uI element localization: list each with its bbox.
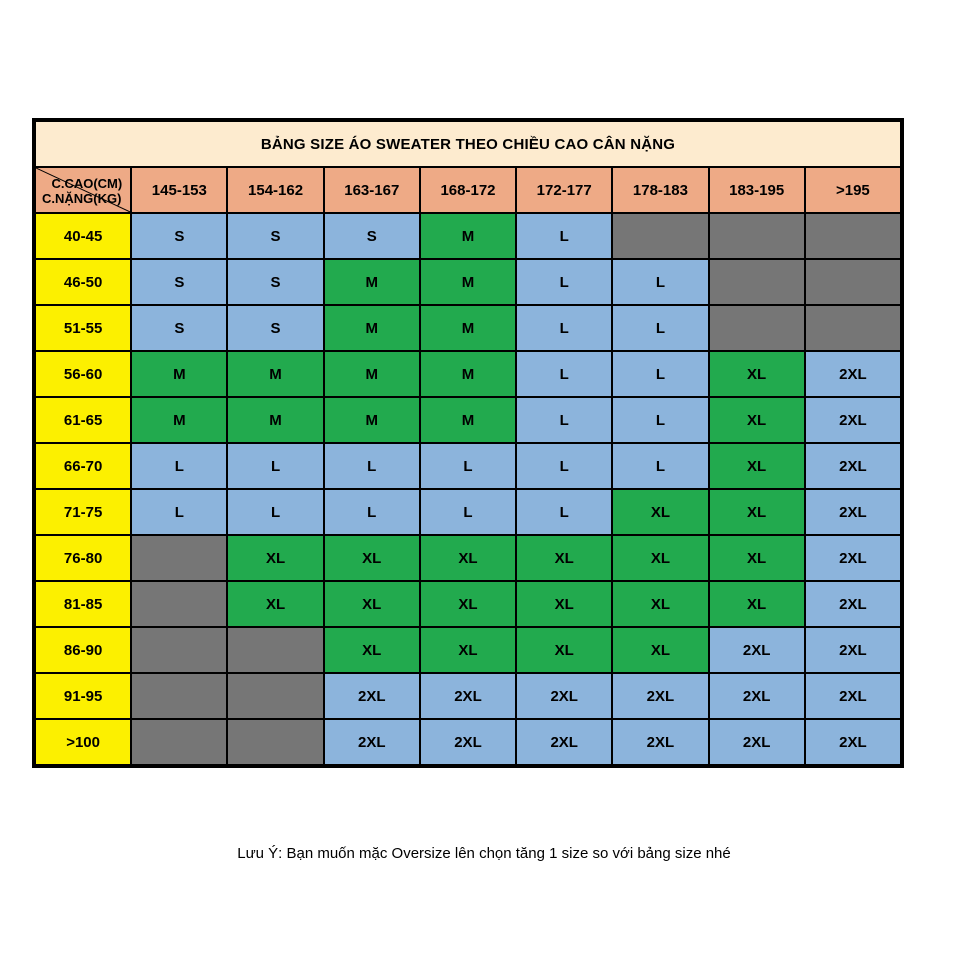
weight-row-header: 91-95 xyxy=(35,673,131,719)
size-cell: L xyxy=(516,259,612,305)
size-cell: L xyxy=(516,351,612,397)
size-cell: S xyxy=(227,259,323,305)
size-table xyxy=(34,120,902,766)
size-cell: M xyxy=(227,351,323,397)
header-row xyxy=(35,167,901,213)
size-cell: XL xyxy=(709,581,805,627)
size-cell: XL xyxy=(420,581,516,627)
table-row xyxy=(35,535,901,581)
size-cell: XL xyxy=(709,535,805,581)
size-cell: 2XL xyxy=(709,719,805,765)
weight-row-header: 61-65 xyxy=(35,397,131,443)
size-cell xyxy=(805,213,901,259)
size-cell: L xyxy=(131,443,227,489)
size-cell: L xyxy=(516,305,612,351)
size-cell: 2XL xyxy=(805,351,901,397)
size-cell: 2XL xyxy=(420,673,516,719)
weight-row-header: 56-60 xyxy=(35,351,131,397)
size-cell xyxy=(709,305,805,351)
size-cell: 2XL xyxy=(805,489,901,535)
size-cell: 2XL xyxy=(612,719,708,765)
size-cell xyxy=(131,627,227,673)
size-cell: M xyxy=(324,259,420,305)
height-column-header: >195 xyxy=(805,167,901,213)
size-cell: L xyxy=(612,351,708,397)
size-cell: XL xyxy=(612,627,708,673)
weight-row-header: 51-55 xyxy=(35,305,131,351)
table-row xyxy=(35,259,901,305)
size-cell xyxy=(709,259,805,305)
size-cell xyxy=(709,213,805,259)
size-cell: L xyxy=(516,489,612,535)
weight-row-header: 81-85 xyxy=(35,581,131,627)
height-axis-label: C.CAO(CM) xyxy=(51,176,123,191)
table-row xyxy=(35,305,901,351)
axis-corner-cell xyxy=(35,167,131,213)
size-cell: M xyxy=(324,351,420,397)
size-cell: L xyxy=(612,259,708,305)
size-cell: 2XL xyxy=(324,673,420,719)
table-row xyxy=(35,719,901,765)
size-cell: M xyxy=(324,397,420,443)
height-column-header: 154-162 xyxy=(227,167,323,213)
size-chart-sheet xyxy=(32,118,904,768)
size-cell: S xyxy=(227,213,323,259)
size-cell: 2XL xyxy=(805,719,901,765)
weight-row-header: 71-75 xyxy=(35,489,131,535)
size-cell: 2XL xyxy=(805,443,901,489)
size-cell: XL xyxy=(516,627,612,673)
size-cell: XL xyxy=(516,535,612,581)
size-cell: L xyxy=(131,489,227,535)
size-cell xyxy=(805,305,901,351)
size-cell: M xyxy=(420,259,516,305)
size-cell: XL xyxy=(709,351,805,397)
size-cell: XL xyxy=(420,627,516,673)
size-cell: 2XL xyxy=(805,627,901,673)
size-cell: M xyxy=(420,351,516,397)
size-cell: M xyxy=(420,213,516,259)
size-cell: S xyxy=(131,259,227,305)
size-cell: M xyxy=(420,305,516,351)
height-column-header: 168-172 xyxy=(420,167,516,213)
table-row xyxy=(35,673,901,719)
size-cell: L xyxy=(324,443,420,489)
size-cell: L xyxy=(516,443,612,489)
size-cell: XL xyxy=(612,535,708,581)
size-cell: XL xyxy=(516,581,612,627)
weight-row-header: 46-50 xyxy=(35,259,131,305)
size-cell: 2XL xyxy=(805,397,901,443)
size-cell: S xyxy=(131,213,227,259)
weight-row-header: >100 xyxy=(35,719,131,765)
size-cell: L xyxy=(227,489,323,535)
size-cell: 2XL xyxy=(324,719,420,765)
size-cell: 2XL xyxy=(709,673,805,719)
size-cell: L xyxy=(612,305,708,351)
size-cell: M xyxy=(131,351,227,397)
table-row xyxy=(35,443,901,489)
footer-note: Lưu Ý: Bạn muốn mặc Oversize lên chọn tăng 1 size so với bảng size nhé xyxy=(237,845,731,862)
size-cell xyxy=(805,259,901,305)
size-cell: L xyxy=(420,489,516,535)
size-cell: XL xyxy=(324,581,420,627)
size-cell: S xyxy=(227,305,323,351)
weight-row-header: 66-70 xyxy=(35,443,131,489)
size-cell xyxy=(131,581,227,627)
size-cell: XL xyxy=(324,535,420,581)
size-cell xyxy=(227,627,323,673)
table-row xyxy=(35,627,901,673)
size-cell: 2XL xyxy=(805,673,901,719)
size-cell: XL xyxy=(612,581,708,627)
size-cell: L xyxy=(612,397,708,443)
height-column-header: 172-177 xyxy=(516,167,612,213)
size-cell: XL xyxy=(612,489,708,535)
table-row xyxy=(35,397,901,443)
size-cell xyxy=(131,535,227,581)
table-row xyxy=(35,489,901,535)
size-cell: 2XL xyxy=(516,673,612,719)
size-cell xyxy=(131,719,227,765)
size-cell: M xyxy=(324,305,420,351)
size-cell: 2XL xyxy=(805,535,901,581)
height-column-header: 145-153 xyxy=(131,167,227,213)
table-row xyxy=(35,581,901,627)
size-cell: 2XL xyxy=(709,627,805,673)
size-cell xyxy=(227,719,323,765)
size-cell: L xyxy=(612,443,708,489)
size-cell: XL xyxy=(324,627,420,673)
size-cell: M xyxy=(420,397,516,443)
size-cell: L xyxy=(227,443,323,489)
weight-row-header: 76-80 xyxy=(35,535,131,581)
size-cell: XL xyxy=(227,535,323,581)
weight-axis-label: C.NẶNG(KG) xyxy=(42,191,122,206)
height-column-header: 178-183 xyxy=(612,167,708,213)
size-cell: XL xyxy=(227,581,323,627)
size-cell xyxy=(131,673,227,719)
size-cell: L xyxy=(516,213,612,259)
size-cell: M xyxy=(227,397,323,443)
table-row xyxy=(35,351,901,397)
size-cell: 2XL xyxy=(612,673,708,719)
size-cell: XL xyxy=(420,535,516,581)
size-cell: L xyxy=(516,397,612,443)
title-row xyxy=(35,121,901,167)
size-cell: L xyxy=(324,489,420,535)
size-table-body xyxy=(35,121,901,765)
weight-row-header: 40-45 xyxy=(35,213,131,259)
size-cell: XL xyxy=(709,489,805,535)
size-cell xyxy=(227,673,323,719)
size-cell: S xyxy=(131,305,227,351)
page-title: BẢNG SIZE ÁO SWEATER THEO CHIỀU CAO CÂN NẶNG xyxy=(35,121,901,167)
size-cell: 2XL xyxy=(516,719,612,765)
table-row xyxy=(35,213,901,259)
size-cell: 2XL xyxy=(805,581,901,627)
size-cell: XL xyxy=(709,397,805,443)
size-cell: 2XL xyxy=(420,719,516,765)
weight-row-header: 86-90 xyxy=(35,627,131,673)
height-column-header: 163-167 xyxy=(324,167,420,213)
size-cell: M xyxy=(131,397,227,443)
size-cell: XL xyxy=(709,443,805,489)
size-cell: L xyxy=(420,443,516,489)
size-cell xyxy=(612,213,708,259)
height-column-header: 183-195 xyxy=(709,167,805,213)
size-cell: S xyxy=(324,213,420,259)
